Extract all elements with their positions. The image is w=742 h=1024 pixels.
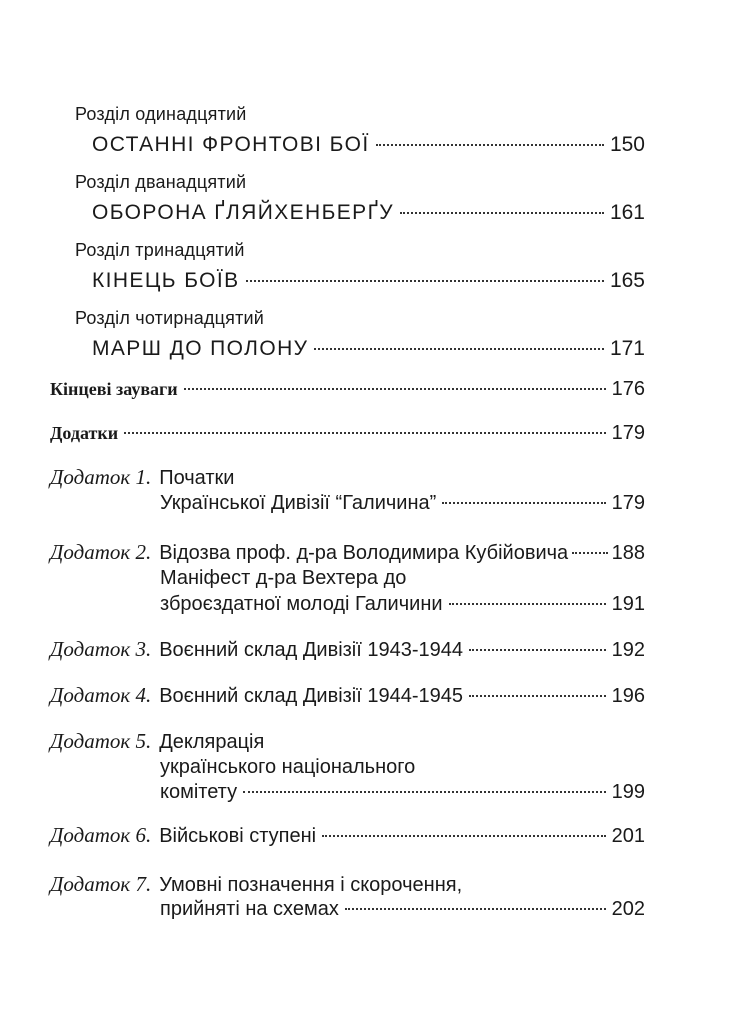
toc-entry[interactable] — [50, 637, 645, 662]
appendix-title-line: українського національного — [160, 756, 416, 778]
appendix-title-line: Воєнний склад Дивізії 1944-1945 — [159, 685, 464, 707]
appendix-label: Додаток 7. — [50, 872, 152, 896]
dot-leader — [572, 552, 607, 554]
appendix-label: Додаток 4. — [50, 683, 152, 707]
chapter-title: ОСТАННІ ФРОНТОВІ БОЇ — [92, 133, 370, 156]
dot-leader — [322, 835, 605, 837]
toc-entry[interactable] — [160, 492, 645, 515]
dot-leader — [449, 603, 606, 605]
dot-leader — [469, 649, 606, 651]
page-number: 150 — [609, 133, 645, 156]
toc-entry[interactable] — [160, 593, 645, 616]
dot-leader — [184, 388, 606, 390]
appendix-title-line: зброєздатної молоді Галичини — [160, 593, 443, 615]
dot-leader — [246, 280, 604, 282]
page-number: 161 — [609, 201, 645, 224]
page-number: 171 — [609, 337, 645, 360]
chapter-title: ОБОРОНА ҐЛЯЙХЕНБЕРҐУ — [92, 201, 394, 224]
section-title: Кінцеві зауваги — [50, 379, 178, 399]
dot-leader — [376, 144, 604, 146]
toc-entry[interactable] — [160, 781, 645, 804]
appendix-label: Додаток 1. — [50, 465, 152, 489]
appendix-title-line: Відозва проф. д-ра Володимира Кубійовича — [159, 542, 569, 564]
chapter-label: Розділ одинадцятий — [75, 104, 247, 124]
toc-entry[interactable] — [92, 133, 645, 157]
page-number: 201 — [611, 825, 645, 847]
dot-leader — [314, 348, 604, 350]
page-number: 176 — [611, 378, 645, 400]
appendix-label: Додаток 6. — [50, 823, 152, 847]
toc-entry[interactable] — [50, 683, 645, 708]
appendix-title-line: Української Дивізії “Галичина” — [160, 492, 437, 514]
page-number: 191 — [611, 593, 645, 615]
appendix-label: Додаток 3. — [50, 637, 152, 661]
dot-leader — [124, 432, 606, 434]
toc-entry[interactable] — [50, 422, 645, 445]
appendix-title-line: прийняті на схемах — [160, 898, 339, 920]
dot-leader — [400, 212, 604, 214]
page-number: 179 — [611, 422, 645, 444]
appendix-title-line: Умовні позначення і скорочення, — [159, 874, 463, 896]
page-number: 202 — [611, 898, 645, 920]
chapter-label: Розділ чотирнадцятий — [75, 308, 265, 328]
toc-entry[interactable] — [50, 540, 645, 565]
appendix-heading — [50, 465, 234, 490]
appendix-title-line: Військові ступені — [159, 825, 317, 847]
toc-entry[interactable] — [92, 269, 645, 293]
dot-leader — [243, 791, 606, 793]
appendix-title-line: Воєнний склад Дивізії 1943-1944 — [159, 639, 464, 661]
page-number: 165 — [609, 269, 645, 292]
dot-leader — [469, 695, 606, 697]
page-number: 188 — [611, 542, 645, 564]
appendix-title-line: комітету — [160, 781, 238, 803]
chapter-title: МАРШ ДО ПОЛОНУ — [92, 337, 309, 360]
chapter-label: Розділ дванадцятий — [75, 172, 247, 192]
toc-entry[interactable] — [92, 201, 645, 225]
page-number: 179 — [611, 492, 645, 514]
page-number: 196 — [611, 685, 645, 707]
appendix-heading — [50, 729, 264, 754]
appendix-label: Додаток 5. — [50, 729, 152, 753]
chapter-label: Розділ тринадцятий — [75, 240, 245, 260]
toc-entry[interactable] — [50, 378, 645, 401]
dot-leader — [442, 502, 605, 504]
appendix-heading — [50, 872, 462, 897]
appendix-label: Додаток 2. — [50, 540, 152, 564]
section-title: Додатки — [50, 423, 119, 443]
page-number: 199 — [611, 781, 645, 803]
chapter-title: КІНЕЦЬ БОЇВ — [92, 269, 240, 292]
toc-entry[interactable] — [160, 898, 645, 921]
page-number: 192 — [611, 639, 645, 661]
appendix-title-line: Початки — [159, 467, 235, 489]
dot-leader — [345, 908, 606, 910]
appendix-title-line: Маніфест д-ра Вехтера до — [160, 567, 407, 589]
toc-entry[interactable] — [50, 823, 645, 848]
appendix-title-line: Деклярація — [159, 731, 265, 753]
toc-entry[interactable] — [92, 337, 645, 361]
